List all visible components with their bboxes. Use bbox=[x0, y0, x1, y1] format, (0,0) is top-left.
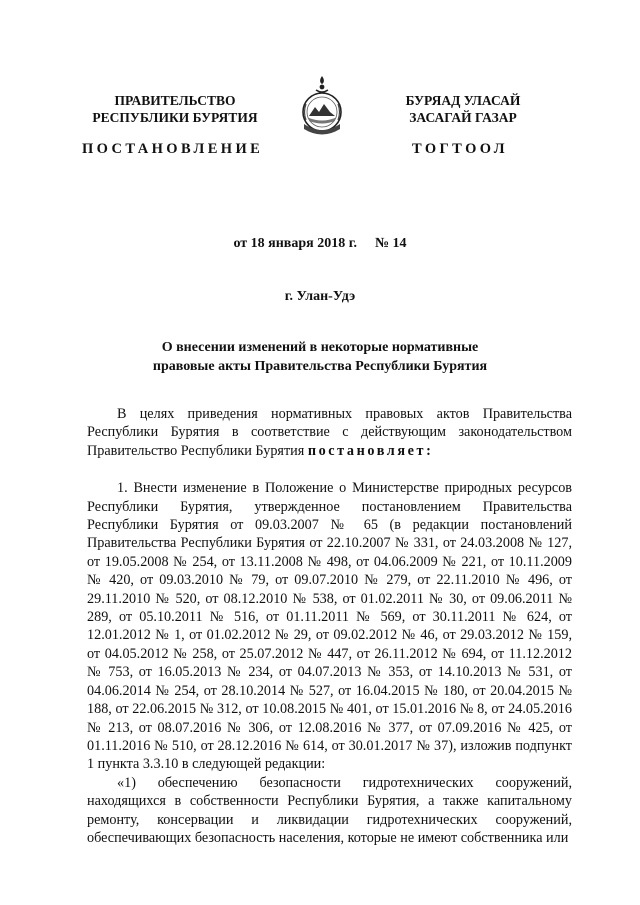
decree-word: постановляет bbox=[307, 442, 427, 459]
preamble-text: В целях приведения нормативных правовых актов Правительства Республики Бурятия в соответствие с действующим законодательством Правительство Республики Бурятия bbox=[87, 406, 572, 459]
issuer-name-bua bbox=[348, 92, 578, 126]
paragraph-quote: «1) обеспечению безопасности гидротехнических сооружений, находящихся в собственности Республики Бурятия, а также капитальному ремонту, консервации и ликвидации гидротехнических сооружений, обеспечивающих безопасность населения, которые не имеют собственника или bbox=[87, 774, 572, 846]
document-number: № 14 bbox=[374, 236, 407, 251]
decree-colon: : bbox=[426, 442, 434, 459]
document-body bbox=[87, 405, 572, 847]
issuer-bua-line2: ЗАСАГАЙ ГАЗАР bbox=[409, 110, 517, 125]
issuer-ru-line2: РЕСПУБЛИКИ БУРЯТИЯ bbox=[92, 110, 258, 125]
document-date: от 18 января 2018 г. bbox=[233, 236, 357, 251]
paragraph-preamble bbox=[87, 405, 572, 460]
paragraph-item-1: 1. Внести изменение в Положение о Министерстве природных ресурсов Республики Бурятия, утвержденное постановлением Правительства Республики Бурятия от 09.03.2007 № 65 (в редакции постановлений Правительства Республики Бурятия от 22.10.2007 № 331, от 24.03.2008 № 127, от 19.05.2008 № 254, от 13.11.2008 № 498, от 04.06.2009 № 221, от 10.11.2009 № 420, от 09.03.2010 № 79, от 09.07.2010 № 279, от 22.11.2010 № 496, от 29.11.2010 № 520, от 08.12.2010 № 538, от 01.02.2011 № 30, от 09.06.2011 № 289, от 05.10.2011 № 516, от 01.11.2011 № 569, от 30.11.2011 № 624, от 12.01.2012 № 1, от 01.02.2012 № 29, от 09.02.2012 № 46, от 29.03.2012 № 159, от 04.05.2012 № 258, от 25.07.2012 № 447, от 26.11.2012 № 694, от 11.12.2012 № 753, от 16.05.2013 № 234, от 04.07.2013 № 353, от 14.10.2013 № 531, от 04.06.2014 № 254, от 28.10.2014 № 527, от 16.04.2015 № 180, от 20.04.2015 № 188, от 22.06.2015 № 312, от 10.08.2015 № 401, от 15.01.2016 № 8, от 24.05.2016 № 213, от 08.07.2016 № 306, от 12.08.2016 № 377, от 07.09.2016 № 425, от 01.11.2016 № 510, от 28.12.2016 № 614, от 30.01.2017 № 37), изложив подпункт 1 пункта 3.3.10 в следующей редакции: bbox=[87, 480, 572, 773]
issuer-name-ru bbox=[60, 92, 290, 126]
doc-type-ru: ПОСТАНОВЛЕНИЕ bbox=[82, 141, 264, 157]
document-city: г. Улан-Удэ bbox=[284, 289, 356, 304]
issuer-ru-line1: ПРАВИТЕЛЬСТВО bbox=[114, 93, 236, 108]
coat-of-arms-emblem bbox=[300, 74, 344, 140]
title-line1: О внесении изменений в некоторые нормативные bbox=[161, 340, 479, 355]
title-line2: правовые акты Правительства Республики Бурятия bbox=[152, 359, 488, 374]
date-number-line bbox=[0, 236, 640, 252]
doc-type-bua: ТОГТООЛ bbox=[412, 141, 508, 157]
document-title bbox=[0, 338, 640, 376]
issuer-bua-line1: БУРЯАД УЛАСАЙ bbox=[405, 93, 521, 108]
